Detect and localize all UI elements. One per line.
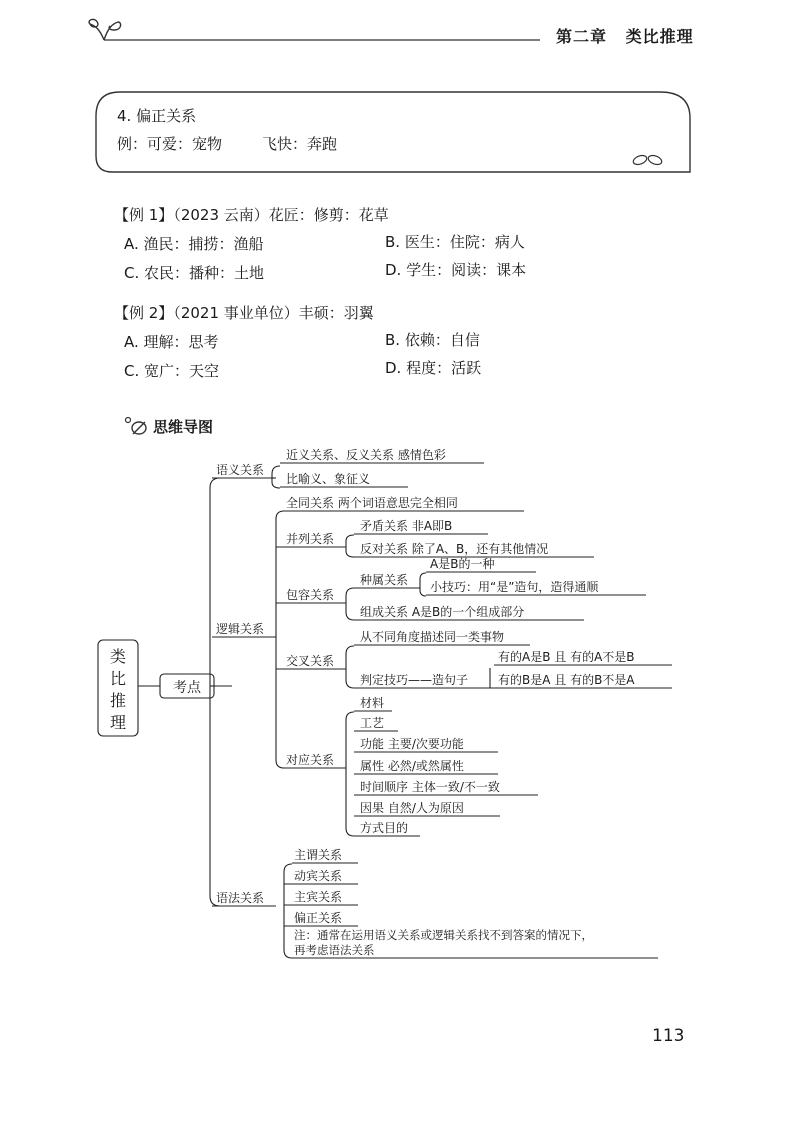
cross-rule: 有的B是A 且 有的B不是A [498,673,635,687]
correspond-item: 因果 自然/人为原因 [360,801,464,815]
option-a: A. 渔民：捕捞：渔船 [124,235,264,253]
identity-item: 全同关系 两个词语意思完全相同 [286,496,458,510]
logic-label: 逻辑关系 [216,622,265,636]
correspond-label: 对应关系 [286,753,335,767]
option-a: A. 理解：思考 [124,333,219,351]
option-c: C. 农民：播种：土地 [124,264,265,282]
species-label: 种属关系 [360,573,409,587]
root-char: 理 [109,713,127,732]
grammar-item: 主谓关系 [294,848,343,862]
grammar-note: 注：通常在运用语义关系或逻辑关系找不到答案的情况下， [294,928,593,942]
callout-example-prefix: 例： [117,135,148,153]
root-char: 推 [109,691,127,710]
grammar-note: 再考虑语法关系 [294,943,375,957]
correspond-item: 材料 [360,696,385,710]
mindmap-title: 思维导图 [153,418,214,436]
chapter-number: 第二章 [556,27,608,46]
species-item: A是B的一种 [430,557,495,571]
semantic-label: 语义关系 [216,463,265,477]
example-label: 【例 1】 [114,206,174,224]
callout-example-2: 飞快：奔跑 [262,135,338,153]
root-char: 类 [109,647,127,666]
correspond-item: 工艺 [360,716,385,730]
mindmap-lines [98,463,672,958]
grammar-item: 主宾关系 [294,890,343,904]
inclusion-label: 包容关系 [286,588,335,602]
cross-rule: 有的A是B 且 有的A不是B [498,650,635,664]
option-d: D. 学生：阅读：课本 [385,261,527,279]
semantic-item: 比喻义、象征义 [286,472,371,486]
semantic-item: 近义关系、反义关系 感情色彩 [286,448,446,462]
correspond-item: 方式目的 [360,821,409,835]
parallel-label: 并列关系 [286,532,335,546]
hub-label: 考点 [173,680,201,696]
callout-heading: 4. 偏正关系 [117,107,197,125]
cross-label: 交叉关系 [286,654,335,668]
root-char: 比 [109,669,127,688]
parallel-item: 反对关系 除了A、B，还有其他情况 [360,542,549,556]
chapter-title: 类比推理 [625,27,694,46]
species-item: 小技巧：用“是”造句，造得通顺 [430,580,599,594]
option-b: B. 医生：住院：病人 [385,233,525,251]
parallel-item: 矛盾关系 非A即B [360,519,453,533]
cross-desc: 从不同角度描述同一类事物 [360,630,505,644]
example-source: （2021 事业单位） [173,304,299,322]
correspond-item: 属性 必然/或然属性 [360,759,464,773]
example-source: （2023 云南） [173,206,269,224]
grammar-item: 偏正关系 [294,911,343,925]
cross-technique: 判定技巧——造句子 [360,673,469,687]
correspond-item: 功能 主要/次要功能 [360,737,464,751]
page-number: 113 [652,1026,685,1046]
correspond-item: 时间顺序 主体一致/不一致 [360,780,500,794]
composition-item: 组成关系 A是B的一个组成部分 [360,605,525,619]
grammar-item: 动宾关系 [294,869,343,883]
example-question: 花匠：修剪：花草 [268,206,389,224]
option-b: B. 依赖：自信 [385,331,480,349]
grammar-label: 语法关系 [216,891,265,905]
example-label: 【例 2】 [114,304,174,322]
example-question: 丰硕：羽翼 [298,304,374,322]
callout-example-1: 可爱：宠物 [147,135,223,153]
option-c: C. 宽广：天空 [124,362,220,380]
option-d: D. 程度：活跃 [385,359,482,377]
